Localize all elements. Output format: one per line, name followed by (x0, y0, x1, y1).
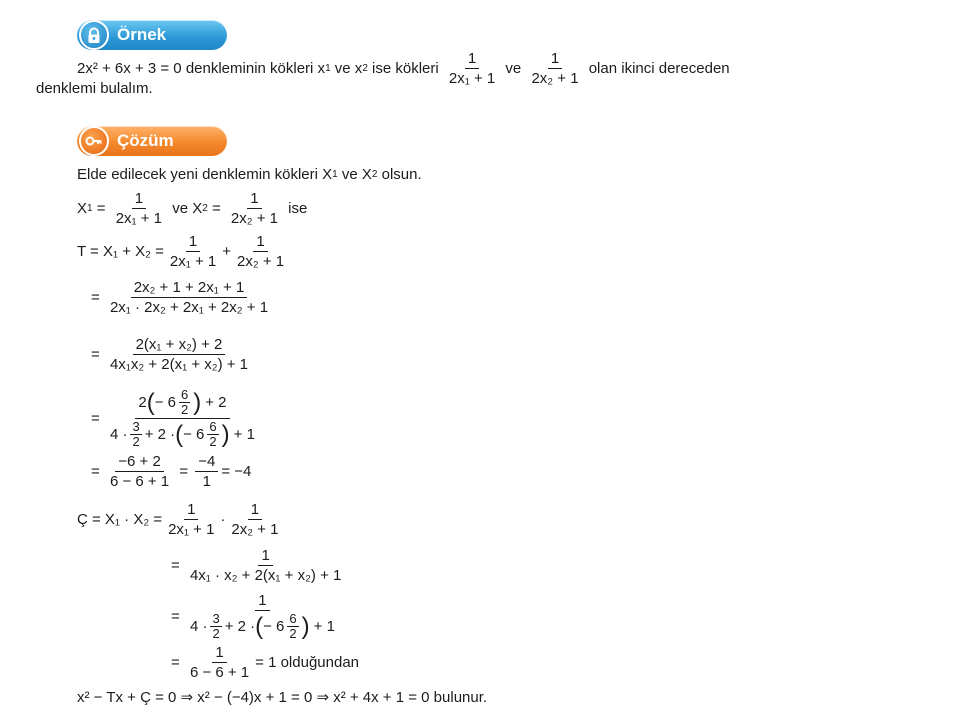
problem-line-2: denklemi bulalım. (36, 80, 153, 97)
root-fraction-2: $\frac{1}{\text{2x₂ + 1}}$ (531, 50, 579, 87)
solution-badge (77, 126, 227, 156)
final-equation: x² − Tx + Ç = 0 ⇒ x² − (−4)x + 1 = 0 ⇒ x² + 4x + 1 = 0 bulunur. (77, 689, 488, 706)
problem-line-1: 2x² + 6x + 3 = 0 denkleminin kökleri x 1 ve x 2 ise kökleri $\frac{1}{\text{2x₁ + 1}}$ ve $\frac{1}{\text{2x₂ + 1}}$ olan ikinci dereceden (77, 50, 730, 87)
sum-line-3: = $\frac{\text{2(x₁ + x₂) + 2}}{\text{4x₁x₂ + 2(x₁ + x₂) + 1}}$ (91, 336, 249, 373)
example-badge (77, 20, 227, 50)
root-fraction-1: $\frac{1}{\text{2x₁ + 1}}$ (448, 50, 496, 87)
problem-equation: 2x² + 6x + 3 = 0 (77, 60, 182, 77)
product-result: = $\frac{1}{6 - 6 + 1}$ = 1 olduğundan (171, 644, 360, 681)
sum-line-1: T = X₁ + X₂ = $\frac{1}{\text{2x₁ + 1}}$ + $\frac{1}{\text{2x₂ + 1}}$ (77, 233, 285, 270)
key-icon (79, 126, 109, 156)
example-badge-label: Örnek (117, 25, 167, 44)
product-line-2: = $\frac{1}{\text{4x₁ · x₂ + 2(x₁ + x₂) + 1}}$ (171, 547, 342, 584)
product-line-3: = 1 4 · $\frac{3}{2}$ + 2 · ( − 6 $\frac{6}{2}$ ) + 1 (171, 592, 335, 641)
roots-definition: X 1 = $\frac{1}{\text{2x₁ + 1}}$ ve X 2 = $\frac{1}{\text{2x₂ + 1}}$ ise (77, 190, 308, 227)
intro-line: Elde edilecek yeni denklemin kökleri X 1 ve X 2 olsun. (77, 166, 422, 183)
sum-line-2: = $\frac{\text{2x₂ + 1 + 2x₁ + 1}}{\text{2x₁ · 2x₂ + 2x₁ + 2x₂ + 1}}$ (91, 279, 269, 316)
product-line-1: Ç = X₁ · X₂ = $\frac{1}{\text{2x₁ + 1}}$ · $\frac{1}{\text{2x₂ + 1}}$ (77, 501, 279, 538)
solution-badge-label: Çözüm (117, 131, 174, 150)
sum-line-4: = 2 ( − 6 $\frac{6}{2}$ ) + 2 4 · $\frac{3}{2}$ + 2 · ( − 6 $\frac{6}{2}$ ) + 1 (91, 387, 255, 449)
lock-icon (79, 20, 109, 50)
sum-result: = $\frac{-6 + 2}{6 - 6 + 1}$ = $\frac{-4}{1}$ = −4 (91, 453, 252, 490)
